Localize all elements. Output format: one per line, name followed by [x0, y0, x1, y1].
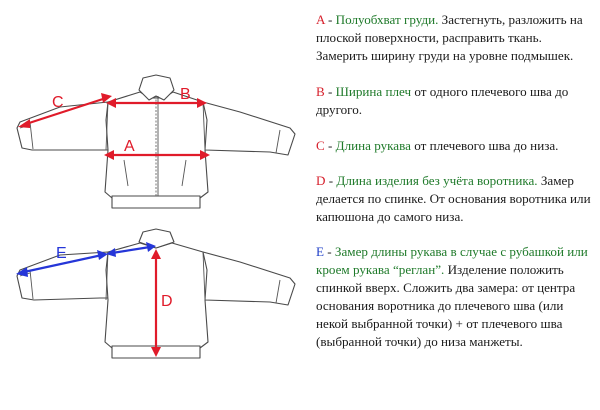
- label-b: B: [180, 86, 191, 103]
- label-a: A: [124, 138, 135, 155]
- entry-d-sep: -: [325, 173, 337, 188]
- entry-b-desc: от одного плечевого шва до другого.: [316, 84, 569, 117]
- entry-a-desc: Застегнуть, разложить на плоской поверхности, расправить ткань. Замерить ширину груди на уровне подмышек.: [316, 12, 583, 63]
- legend-entry-c: [316, 137, 594, 155]
- jacket-front-right-sleeve: [203, 102, 295, 155]
- entry-a-letter: A: [316, 12, 325, 27]
- entry-b-letter: B: [316, 84, 325, 99]
- entry-e-letter: E: [316, 244, 324, 259]
- entry-c-sep: -: [324, 138, 336, 153]
- legend-entry-e: [316, 243, 594, 351]
- label-c: C: [52, 94, 64, 111]
- jacket-front-waistband: [112, 196, 200, 208]
- entry-d-letter: D: [316, 173, 326, 188]
- legend-entry-d: [316, 172, 594, 226]
- legend-entry-a: [316, 11, 594, 65]
- measurement-legend: [316, 11, 594, 351]
- entry-a-title: Полуобхват груди.: [335, 12, 439, 27]
- entry-b-title: Ширина плеч: [335, 84, 412, 99]
- entry-c-title: Длина рукава: [335, 138, 411, 153]
- entry-c-letter: C: [316, 138, 325, 153]
- entry-e-desc: Изделение положить спинкой вверх. Сложить два замера: от центра основания воротника до плечевого шва (или некой выбранной точки) + от плечевого шва (выбранной точки) до низа манжеты.: [316, 262, 576, 349]
- jacket-back-right-sleeve: [203, 252, 295, 305]
- label-e: E: [56, 245, 67, 262]
- entry-d-title: Длина изделия без учёта воротника.: [336, 173, 538, 188]
- entry-c-desc: от плечевого шва до низа.: [410, 138, 559, 153]
- jacket-front-body: [105, 92, 208, 198]
- label-d: D: [161, 293, 173, 310]
- entry-d-desc: Замер делается по спинке. От основания воротника или капюшона до самого низа.: [316, 173, 591, 224]
- entry-e-title: Замер длины рукава в случае с рубашкой или кроем рукава “реглан”.: [316, 244, 588, 277]
- entry-a-sep: -: [324, 12, 336, 27]
- entry-e-sep: -: [324, 244, 335, 259]
- entry-b-sep: -: [324, 84, 336, 99]
- legend-entry-b: [316, 83, 594, 119]
